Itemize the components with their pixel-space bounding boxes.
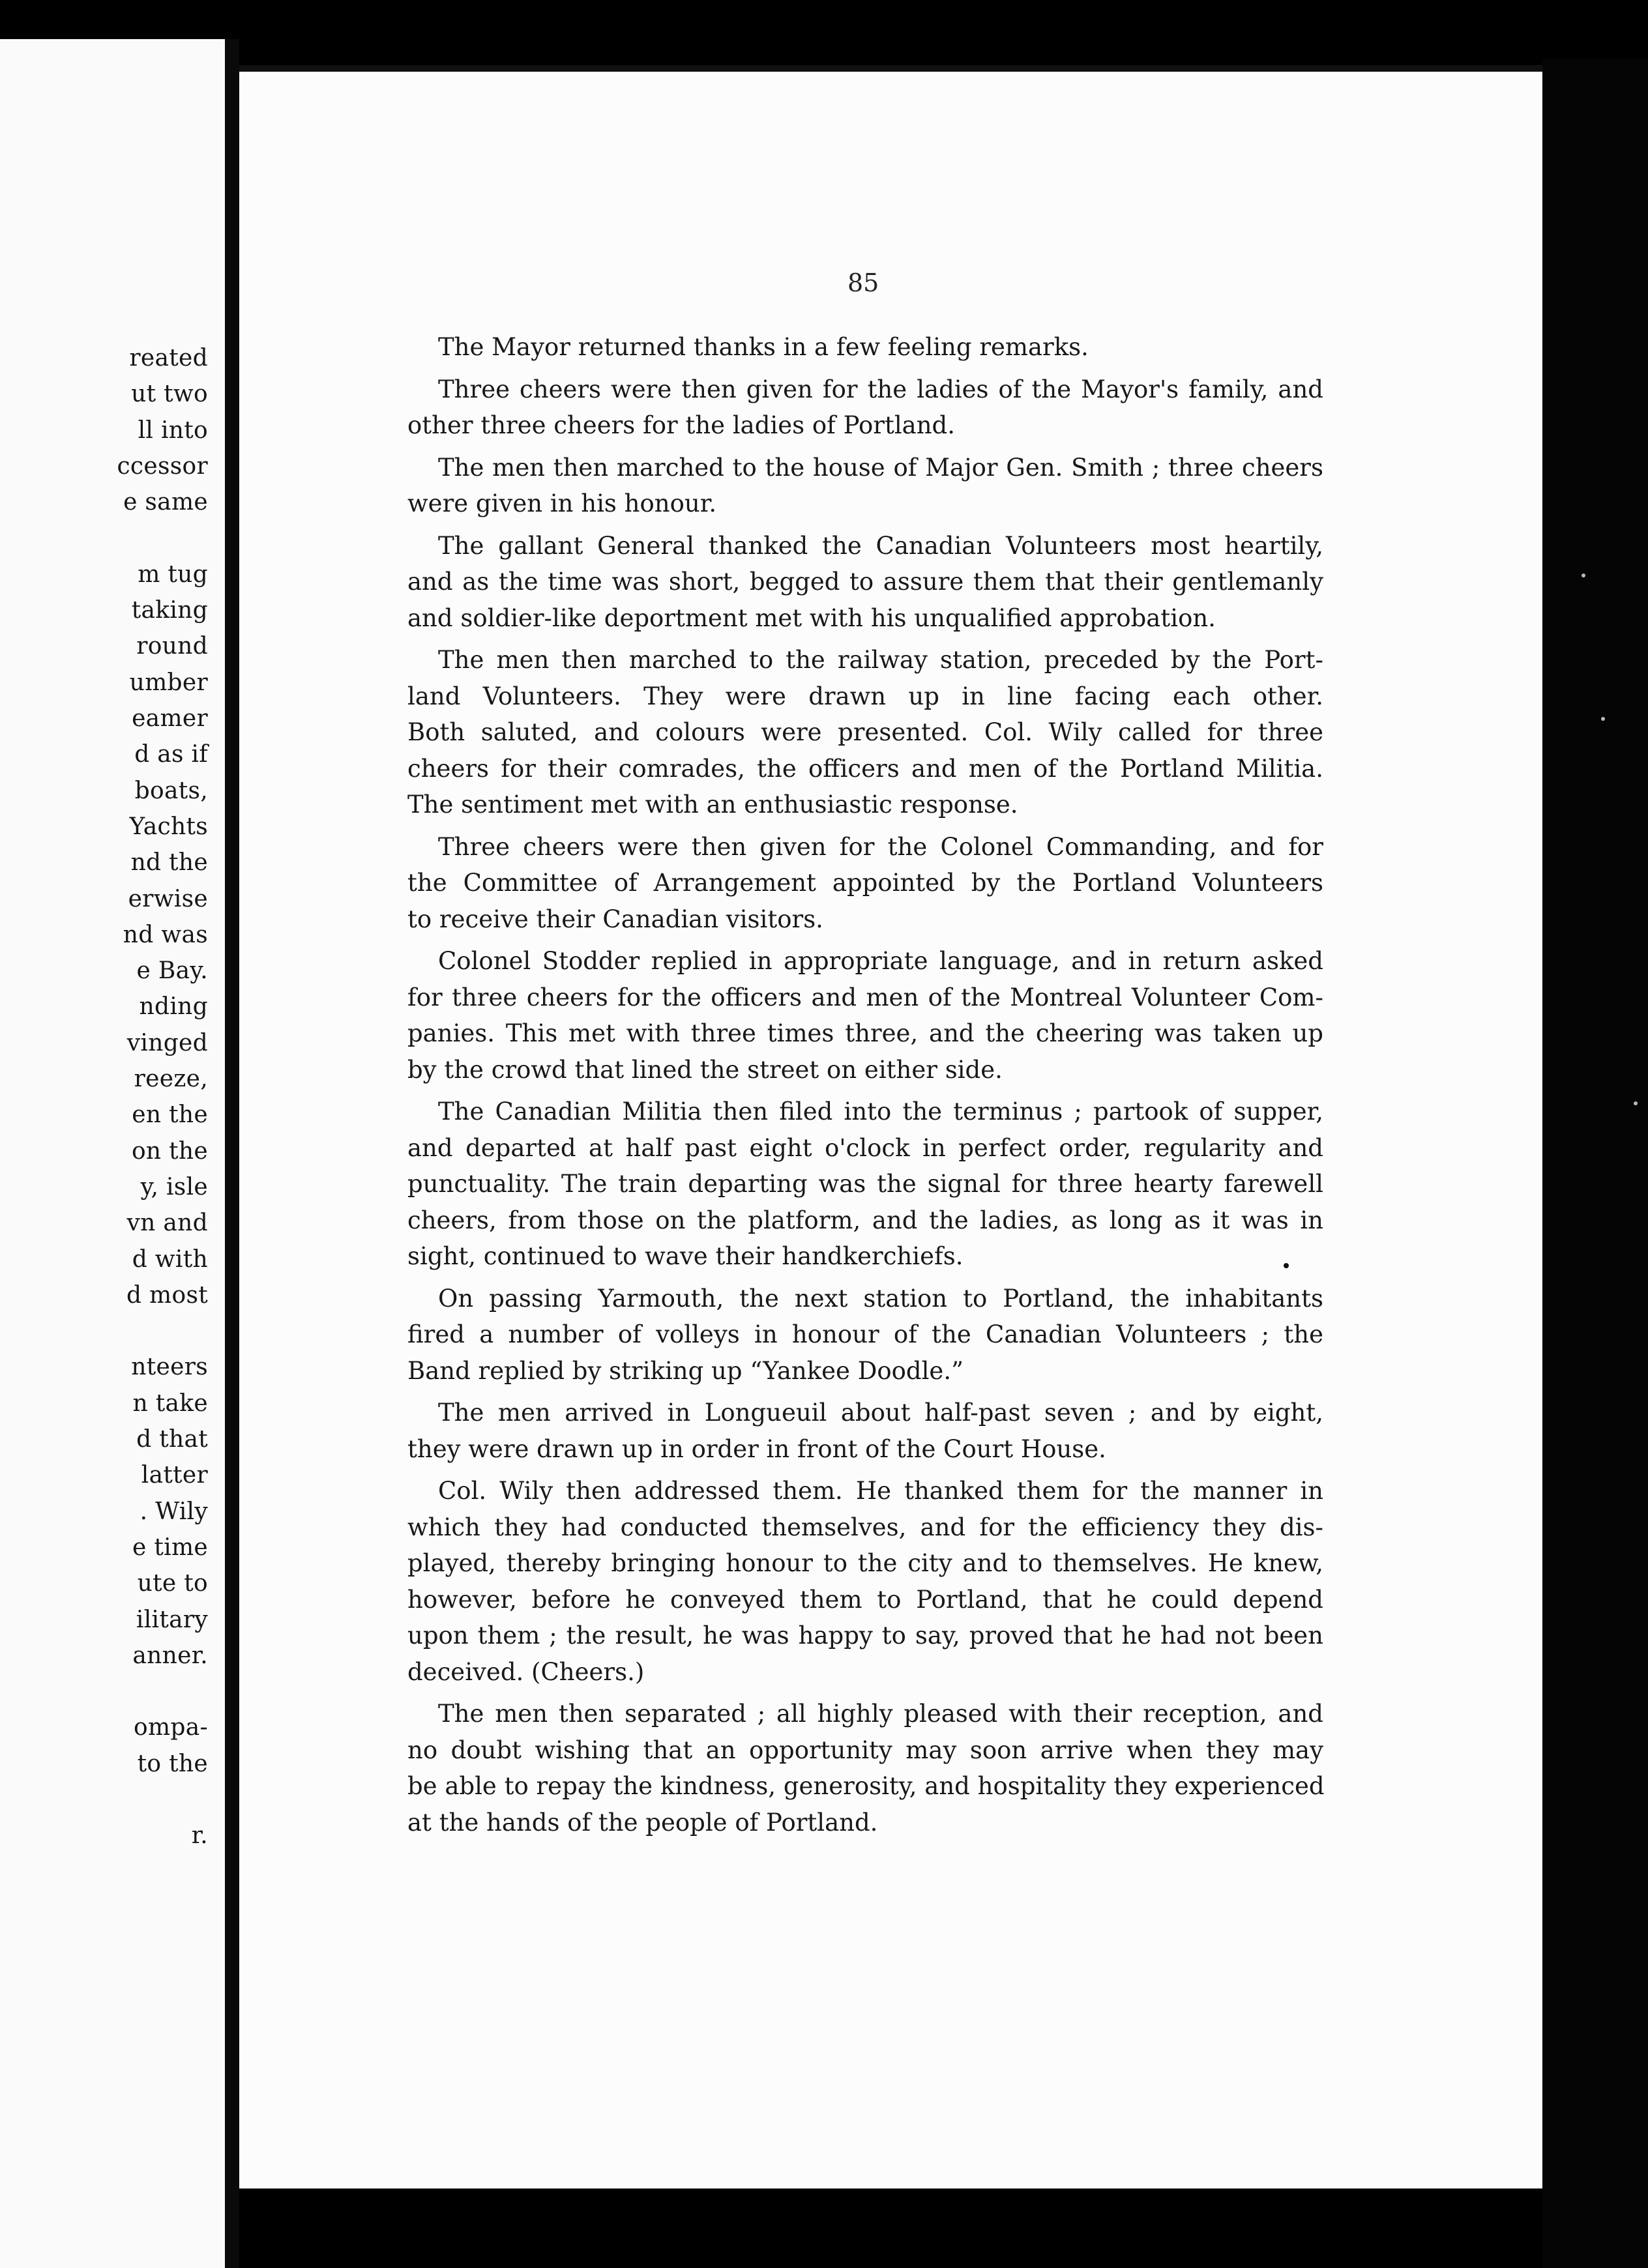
text-line: Three cheers were then given for the Colonel Commanding, and for bbox=[438, 832, 1323, 861]
text-line: The Canadian Militia then filed into the terminus ; partook of supper, bbox=[438, 1098, 1323, 1126]
text-line: and departed at half past eight o'clock in perfect order, regularity and bbox=[407, 1133, 1323, 1162]
text-line: no doubt wishing that an opportunity may soon arrive when they may bbox=[407, 1736, 1323, 1764]
text-line: to receive their Canadian visitors. bbox=[407, 905, 823, 933]
text-line: sight, continued to wave their handkerchiefs. bbox=[407, 1242, 964, 1270]
fragment-line: r. bbox=[191, 1822, 208, 1850]
text-line: deceived. (Cheers.) bbox=[407, 1657, 645, 1686]
fragment-line: n take bbox=[132, 1389, 208, 1417]
fragment-line: nd the bbox=[130, 849, 208, 877]
fragment-line: taking bbox=[131, 597, 208, 624]
paragraph bbox=[407, 329, 1323, 366]
text-line: other three cheers for the ladies of Portland. bbox=[407, 411, 955, 439]
fragment-line: anner. bbox=[132, 1642, 208, 1669]
paragraph bbox=[407, 943, 1323, 1088]
text-line: however, before he conveyed them to Portland, that he could depend bbox=[407, 1585, 1323, 1614]
fragment-line: ut two bbox=[131, 381, 208, 408]
paragraph bbox=[407, 1395, 1323, 1467]
text-line: The gallant General thanked the Canadian Volunteers most heartily, bbox=[438, 531, 1323, 560]
paragraph bbox=[407, 1281, 1323, 1389]
fragment-line: nding bbox=[139, 993, 208, 1021]
text-line: Both saluted, and colours were presented. Col. Wily called for three bbox=[407, 718, 1323, 746]
paragraph bbox=[407, 829, 1323, 938]
text-line: On passing Yarmouth, the next station to Portland, the inhabitants bbox=[438, 1284, 1323, 1313]
fragment-line: ccessor bbox=[117, 452, 208, 480]
text-line: The men then marched to the house of Major Gen. Smith ; three cheers bbox=[438, 453, 1323, 482]
previous-page-fragment bbox=[0, 39, 225, 2268]
text-line: Col. Wily then addressed them. He thanked them for the manner in bbox=[438, 1477, 1323, 1505]
fragment-line: ll into bbox=[138, 416, 208, 444]
scan-speck bbox=[1634, 1101, 1638, 1105]
text-line: cheers, from those on the platform, and the ladies, as long as it was in bbox=[407, 1206, 1323, 1234]
fragment-line: ompa- bbox=[134, 1714, 208, 1741]
fragment-line: d that bbox=[136, 1426, 208, 1453]
fragment-line: reeze, bbox=[134, 1066, 208, 1092]
paragraph bbox=[407, 642, 1323, 823]
text-line: The men arrived in Longueuil about half-past seven ; and by eight, bbox=[438, 1399, 1323, 1427]
page-number: 85 bbox=[847, 269, 879, 297]
text-line: Three cheers were then given for the ladies of the Mayor's family, and bbox=[438, 375, 1323, 403]
fragment-line: d as if bbox=[134, 741, 208, 768]
text-line: by the crowd that lined the street on either side. bbox=[407, 1055, 1003, 1084]
text-line: for three cheers for the officers and men of the Montreal Volunteer Com- bbox=[407, 983, 1323, 1011]
text-line: which they had conducted themselves, and for the efficiency they dis- bbox=[407, 1513, 1323, 1541]
fragment-line: . Wily bbox=[140, 1498, 208, 1525]
paragraph bbox=[407, 450, 1323, 522]
ink-speck bbox=[1284, 1263, 1289, 1268]
fragment-line: to the bbox=[137, 1750, 208, 1777]
text-line: The sentiment met with an enthusiastic response. bbox=[407, 791, 1018, 819]
scan-speck bbox=[1601, 717, 1605, 721]
text-line: fired a number of volleys in honour of the Canadian Volunteers ; the bbox=[407, 1320, 1323, 1348]
text-line: punctuality. The train departing was the signal for three hearty farewell bbox=[407, 1170, 1323, 1198]
fragment-line: y, isle bbox=[140, 1173, 208, 1200]
text-line: they were drawn up in order in front of the Court House. bbox=[407, 1434, 1106, 1463]
fragment-line: latter bbox=[141, 1462, 208, 1489]
fragment-line: e Bay. bbox=[136, 957, 208, 985]
fragment-line: e time bbox=[132, 1534, 208, 1561]
fragment-line: d with bbox=[132, 1245, 208, 1273]
fragment-line: nd was bbox=[123, 921, 208, 948]
text-line: land Volunteers. They were drawn up in line facing each other. bbox=[407, 682, 1323, 710]
fragment-line: Yachts bbox=[129, 813, 208, 840]
text-line: Colonel Stodder replied in appropriate language, and in return asked bbox=[438, 947, 1323, 975]
text-line: at the hands of the people of Portland. bbox=[407, 1808, 878, 1837]
text-line: upon them ; the result, he was happy to say, proved that he had not been bbox=[407, 1621, 1323, 1650]
fragment-line: m tug bbox=[138, 560, 208, 588]
paragraph bbox=[407, 1094, 1323, 1275]
text-line: Band replied by striking up “Yankee Doodle.” bbox=[407, 1356, 964, 1385]
fragment-line: on the bbox=[131, 1137, 208, 1165]
fragment-line: en the bbox=[132, 1101, 208, 1129]
fragment-line: reated bbox=[129, 345, 208, 371]
text-line: The Mayor returned thanks in a few feeling remarks. bbox=[438, 333, 1089, 361]
text-line: panies. This met with three times three, and the cheering was taken up bbox=[407, 1019, 1323, 1047]
fragment-line: vn and bbox=[126, 1210, 208, 1237]
paragraph bbox=[407, 1696, 1323, 1840]
fragment-line: umber bbox=[129, 669, 208, 696]
text-line: played, thereby bringing honour to the city and to themselves. He knew, bbox=[407, 1549, 1323, 1577]
fragment-line: ilitary bbox=[136, 1606, 208, 1633]
scan-speck bbox=[1582, 574, 1585, 577]
fragment-line: nteers bbox=[131, 1354, 208, 1381]
fragment-line: erwise bbox=[128, 885, 208, 912]
text-line: were given in his honour. bbox=[407, 489, 717, 517]
page-gutter bbox=[225, 39, 239, 2268]
fragment-line: eamer bbox=[132, 705, 208, 732]
text-line: be able to repay the kindness, generosity, and hospitality they experienced bbox=[407, 1772, 1325, 1800]
paragraph bbox=[407, 528, 1323, 637]
fragment-line: vinged bbox=[126, 1029, 208, 1056]
fragment-line: round bbox=[136, 633, 208, 660]
text-line: and as the time was short, begged to assure them that their gentlemanly bbox=[407, 568, 1323, 596]
fragment-line: d most bbox=[126, 1281, 208, 1309]
text-line: the Committee of Arrangement appointed by the Portland Volunteers bbox=[407, 869, 1323, 897]
fragment-line: boats, bbox=[134, 777, 208, 804]
fragment-line: e same bbox=[123, 489, 208, 516]
scan-border bbox=[1542, 59, 1648, 2268]
text-line: The men then separated ; all highly pleased with their reception, and bbox=[438, 1700, 1323, 1728]
body-text bbox=[407, 329, 1323, 1846]
text-line: The men then marched to the railway station, preceded by the Port- bbox=[438, 646, 1323, 674]
text-line: and soldier-like deportment met with his unqualified approbation. bbox=[407, 603, 1216, 632]
paragraph bbox=[407, 1473, 1323, 1690]
fragment-line: ute to bbox=[137, 1570, 208, 1597]
paragraph bbox=[407, 371, 1323, 444]
text-line: cheers for their comrades, the officers and men of the Portland Militia. bbox=[407, 754, 1323, 783]
